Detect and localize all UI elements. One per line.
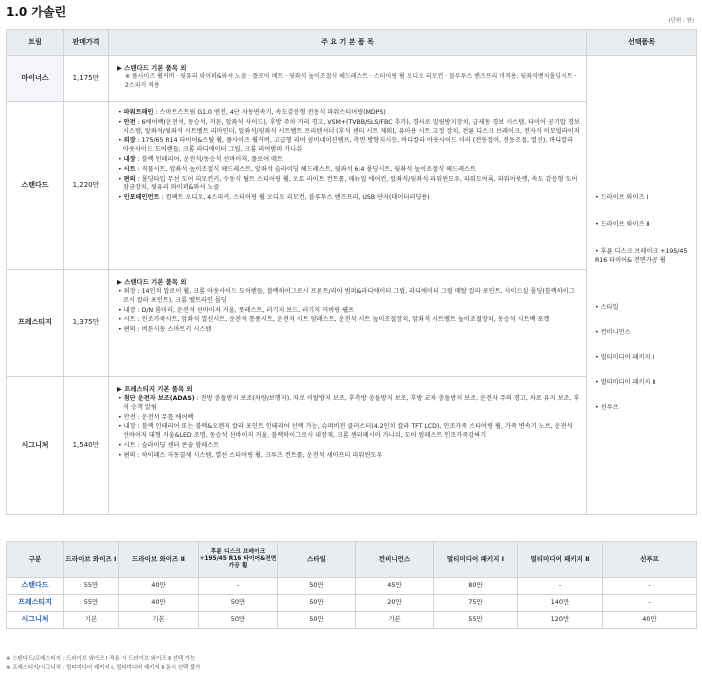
price-table bbox=[6, 29, 697, 515]
cell: 40만 bbox=[603, 612, 697, 629]
option-multimedia-1: • 멀티미디어 패키지 Ⅰ bbox=[595, 354, 655, 361]
option-row-prestige bbox=[7, 595, 697, 612]
col-header: 후륜 디스크 브레이크+195/45 R16 타이어&전면가공 휠 bbox=[199, 542, 278, 578]
trim-spec bbox=[109, 102, 587, 270]
unit-label: (단위 : 원) bbox=[668, 18, 694, 24]
spec-item: • 파워트레인 : 스마트스트림 G1.0 엔진, 4단 자동변속기, 속도감응형 전동식 파워스티어링(MDPS) bbox=[118, 109, 386, 116]
trim-spec bbox=[109, 377, 587, 515]
cell: 55만 bbox=[434, 612, 518, 629]
header-spec: 주 요 기 본 품 목 bbox=[109, 30, 587, 56]
trim-name: 마이너스 bbox=[7, 56, 64, 102]
trim-price: 1,375만 bbox=[64, 270, 109, 377]
col-header: 멀티미디어 패키지 Ⅰ bbox=[434, 542, 518, 578]
cell: 기본 bbox=[119, 612, 199, 629]
option-rear-disc: • 후륜 디스크 브레이크 +195/45 R16 타이어& 전면가공 휠 bbox=[595, 248, 688, 264]
trim-name: 시그니처 bbox=[7, 377, 64, 515]
cell: - bbox=[603, 578, 697, 595]
footnote: ※ 프레스티지/시그니처 : 멀티미디어 패키지 Ⅰ, 멀티미디어 패키지 Ⅱ 동시 선택 불가 bbox=[6, 665, 201, 671]
option-row-standard bbox=[7, 578, 697, 595]
trim-name: 스탠다드 bbox=[7, 102, 64, 270]
row-label: 프레스티지 bbox=[7, 595, 64, 612]
col-header: 드라이브 와이즈 Ⅰ bbox=[64, 542, 119, 578]
cell: 50만 bbox=[199, 595, 278, 612]
options-list bbox=[595, 56, 696, 477]
trim-price: 1,220만 bbox=[64, 102, 109, 270]
option-drive-wise-2: • 드라이브 와이즈 Ⅱ bbox=[595, 221, 650, 228]
spec-note: ※ 풀사이즈 휠커버 · 뒷유리 와이퍼&와셔 노즐 · 플로어 매트 · 뒷좌석 높이조절식 헤드레스트 · 스티어링 휠 오디오 리모컨 · 블루투스 핸즈프리 미적용, 뒷좌석벤치폴딩시트 · 2스피커 적용 bbox=[125, 73, 577, 89]
spec-item: • 편의 : 하이패스 자동결제 시스템, 열선 스티어링 휠, 크루즈 컨트롤, 운전석 세이프티 파워윈도우 bbox=[118, 451, 383, 459]
row-label: 스탠다드 bbox=[7, 578, 64, 595]
spec-item: • 내장 : 블랙 인테리어 또는 블랙&오렌지 칼라 포인트 인테리어 선택 가능, 슈퍼비전 클러스터(4.2인치 칼라 TFT LCD), 인조가죽 스티어링 휠, 가죽 변속기 노브, 운전석 선바이저 대형 거울&LED 조명, 동승석 선바이저 거울, 블랙하이그로시 내장재, 크롬 센터페시아 가니쉬, 도어 암레스트 인조가죽감싸기 bbox=[118, 423, 573, 440]
spec-head: ▶ 프레스티지 기본 품목 외 bbox=[117, 385, 193, 393]
price-table-header bbox=[7, 30, 697, 56]
col-header: 드라이브 와이즈 Ⅱ bbox=[119, 542, 199, 578]
cell: 75만 bbox=[434, 595, 518, 612]
cell: 140만 bbox=[518, 595, 603, 612]
cell: 50만 bbox=[278, 612, 356, 629]
cell: 20만 bbox=[356, 595, 434, 612]
spec-item: • 외장 : 14인치 알로이 휠, 크롬 아웃사이드 도어핸들, 블랙하이그로시 프론트/리어 범퍼&라디에이터 그릴, 라디에이터 그릴 메탈 칼라 포인트, 사이드실 몰딩(블랙하이그로시 칼라 포인트), 크롬 벨트라인 몰딩 bbox=[118, 288, 575, 304]
trim-row-minus bbox=[7, 56, 697, 102]
spec-item: • 시트 : 직물시트, 앞좌석 높이조절식 헤드레스트, 앞좌석 슬라이딩 헤드레스트, 뒷좌석 6:4 폴딩시트, 뒷좌석 높이조절식 헤드레스트 bbox=[118, 165, 476, 173]
cell: - bbox=[518, 578, 603, 595]
spec-item: • 시트 : 인조가죽시트, 앞좌석 열선시트, 운전석 통풍시트, 운전석 시트 암레스트, 운전석 시트 높이조절장치, 앞좌석 시트벨트 높이조절장치, 동승석 시트백 포켓 bbox=[118, 316, 550, 324]
option-row-signature bbox=[7, 612, 697, 629]
spec-item: • 외장 : 175/65 R14 타이어&스틸 휠, 풀사이즈 휠커버, 고급형 리어 콤비네이션램프, 측면 방향지시등, 바디칼라 아웃사이드 미러 (전동접이, 전동조절, 열선), 바디칼라 아웃사이드 도어핸들, 크롬 라디에이터 그릴, 크롬 리어범퍼 가니쉬 bbox=[118, 137, 574, 154]
cell: 55만 bbox=[64, 595, 119, 612]
cell: 50만 bbox=[199, 612, 278, 629]
option-drive-wise-1: • 드라이브 와이즈 Ⅰ bbox=[595, 194, 649, 201]
spec-item: • 편의 : 버튼시동 스마트키 시스템 bbox=[118, 326, 212, 334]
trim-spec bbox=[109, 270, 587, 377]
spec-item: • 시트 : 슬라이딩 센터 콘솔 암레스트 bbox=[118, 442, 220, 450]
option-style: • 스타일 bbox=[595, 304, 619, 311]
col-header: 선루프 bbox=[603, 542, 697, 578]
option-multimedia-2: • 멀티미디어 패키지 Ⅱ bbox=[595, 379, 656, 386]
page-title: 1.0 가솔린 bbox=[6, 5, 67, 19]
trim-price: 1,540만 bbox=[64, 377, 109, 515]
option-price-table bbox=[6, 541, 697, 629]
spec-item: • 안전 : 6에어백(운전석, 동승석, 커튼, 앞좌석 사이드), 후방 주차 거리 경고, VSM+(TVBB/SLS/FBC 추가), 경사로 밀림방지장치, 급제동 경보 시스템, 타이어 공기압 경보 시스템, 앞좌석/뒷좌석 시트벨트 리마인더, 앞좌석/뒷좌석 시트벨트 프리텐셔너 (후석 센터 시트 제외), 유아용 시트 고정 장치, 전륜 디스크 브레이크, 전자식 이모빌라이저 bbox=[118, 118, 580, 135]
spec-item: • 내장 : 블랙 인테리어, 운전석/동승석 선바이저, 플로어 매트 bbox=[118, 155, 283, 163]
trim-name: 프레스티지 bbox=[7, 270, 64, 377]
cell: 45만 bbox=[356, 578, 434, 595]
spec-item: • 내장 : D/N 룸미러, 운전석 선바이저 거울, 풋레스트, 러기지 보드, 러기지 커버링 쉘프 bbox=[118, 306, 354, 314]
cell: 50만 bbox=[278, 578, 356, 595]
spec-head: ▶ 스탠다드 기본 품목 외 bbox=[117, 64, 187, 72]
cell: - bbox=[603, 595, 697, 612]
cell: 기본 bbox=[64, 612, 119, 629]
col-header: 스타일 bbox=[278, 542, 356, 578]
footnote: ※ 스탠다드/프레스티지 : 드라이브 와이즈 Ⅰ 적용 시 드라이브 와이즈 Ⅱ 선택 가능 bbox=[6, 656, 196, 662]
header-options: 선택품목 bbox=[587, 30, 697, 56]
spec-item: • 인포테인먼트 : 컴팩트 오디오, 4스피커, 스티어링 휠 오디오 리모컨, 블루투스 핸즈프리, USB 단자(데이터리딩용) bbox=[118, 194, 430, 202]
header-price: 판매가격 bbox=[64, 30, 109, 56]
spec-item: • 안전 : 운전석 무릎 에어백 bbox=[118, 413, 194, 421]
option-sunroof: • 선루프 bbox=[595, 404, 619, 411]
header-trim: 트림 bbox=[7, 30, 64, 56]
cell: 55만 bbox=[64, 578, 119, 595]
col-header: 멀티미디어 패키지 Ⅱ bbox=[518, 542, 603, 578]
spec-head: ▶ 스탠다드 기본 품목 외 bbox=[117, 278, 187, 286]
cell: 80만 bbox=[434, 578, 518, 595]
options-cell bbox=[587, 56, 697, 515]
trim-price: 1,175만 bbox=[64, 56, 109, 102]
col-header: 구분 bbox=[7, 542, 64, 578]
col-header: 컨비니언스 bbox=[356, 542, 434, 578]
cell: 기본 bbox=[356, 612, 434, 629]
spec-item: • 첨단 운전자 보조(ADAS) : 전방 충돌방지 보조(차량/보행자), 차로 이탈방지 보조, 후측방 충돌방지 보조, 후방 교차 충돌방지 보조, 운전자 주의 경고, 차로 유지 보조, 후석 승객 알림 bbox=[118, 395, 580, 411]
option-price-header bbox=[7, 542, 697, 578]
cell: 50만 bbox=[278, 595, 356, 612]
row-label: 시그니처 bbox=[7, 612, 64, 629]
cell: 40만 bbox=[119, 578, 199, 595]
option-convenience: • 컨비니언스 bbox=[595, 329, 631, 336]
trim-spec bbox=[109, 56, 587, 102]
cell: 40만 bbox=[119, 595, 199, 612]
cell: - bbox=[199, 578, 278, 595]
spec-item: • 편의 : 폴딩타입 무선 도어 리모컨키, 수동식 틸트 스티어링 휠, 오토 라이트 컨트롤, 매뉴얼 에어컨, 앞좌석/뒷좌석 파워윈도우, 파워도어록, 파워아웃렛, 속도 감응형 도어잠금장치, 뒷유리 와이퍼&와셔 노즐 bbox=[118, 175, 578, 192]
cell: 120만 bbox=[518, 612, 603, 629]
